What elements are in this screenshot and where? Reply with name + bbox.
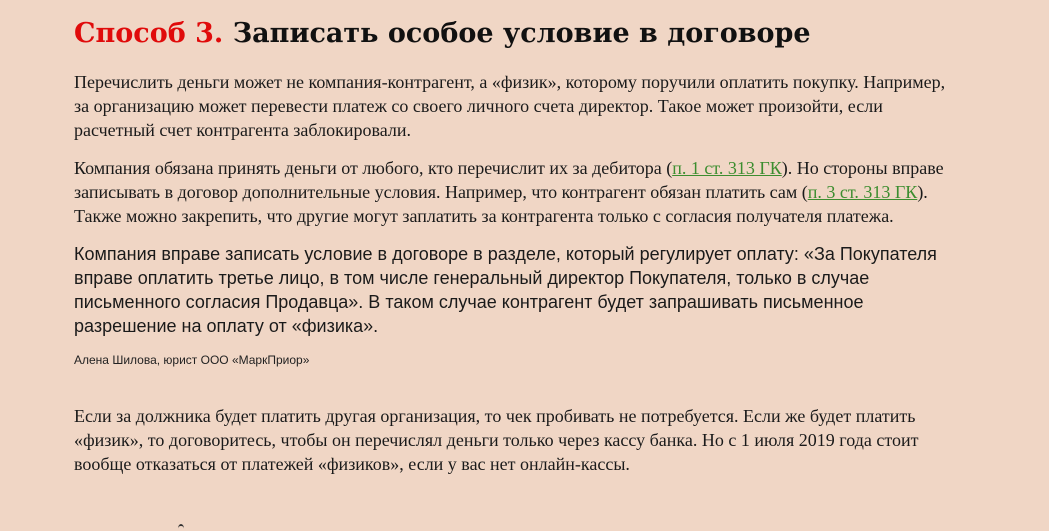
- quote-author: Алена Шилова, юрист ООО «МаркПриор»: [74, 353, 310, 367]
- paragraph-text-part: ). Также можно закрепить, что другие могут заплатить за контрагента только с согласия получателя платежа.: [74, 182, 928, 226]
- paragraph-third-party-payment: Перечислить деньги может не компания-контрагент, а «физик», которому поручили оплатить покупку. Например, за организацию может перевести платеж со своего личного счета директор. Такое может произойти, если расчетный счет контрагента заблокировали.: [74, 72, 946, 140]
- section-title: [74, 14, 954, 54]
- paragraph-text-part: Компания обязана принять деньги от любого, кто перечислит их за дебитора (: [74, 158, 673, 178]
- expert-quote: Компания вправе записать условие в договоре в разделе, который регулирует оплату: «За Покупателя вправе оплатить третье лицо, в том числе генеральный директор Покупателя, только в случае письменного согласия Продавца». В таком случае контрагент будет запрашивать письменное разрешение на оплату от «физика».: [74, 244, 937, 336]
- section-title-prefix: Способ 3.: [74, 18, 224, 49]
- law-link-313-p3[interactable]: п. 3 ст. 313 ГК: [807, 182, 918, 202]
- article-content: [74, 14, 954, 476]
- paragraph-receipt-advice: Если за должника будет платить другая организация, то чек пробивать не потребуется. Если же будет платить «физик», то договоритесь, чтобы он перечислял деньги только через кассу банка. Но с 1 июля 2019 года стоит вообще отказаться от платежей «физиков», если у вас нет онлайн-кассы.: [74, 406, 919, 474]
- paragraph-obligation-to-accept: [74, 156, 954, 228]
- law-link-313-p1[interactable]: п. 1 ст. 313 ГК: [672, 158, 782, 178]
- section-title-text: Записать особое условие в договоре: [223, 18, 811, 49]
- cropped-text-fragment: [178, 524, 184, 531]
- paragraph-text-part: ). Но стороны вправе записывать в договор дополнительные условия. Например, что контрагент обязан платить сам (: [74, 158, 944, 202]
